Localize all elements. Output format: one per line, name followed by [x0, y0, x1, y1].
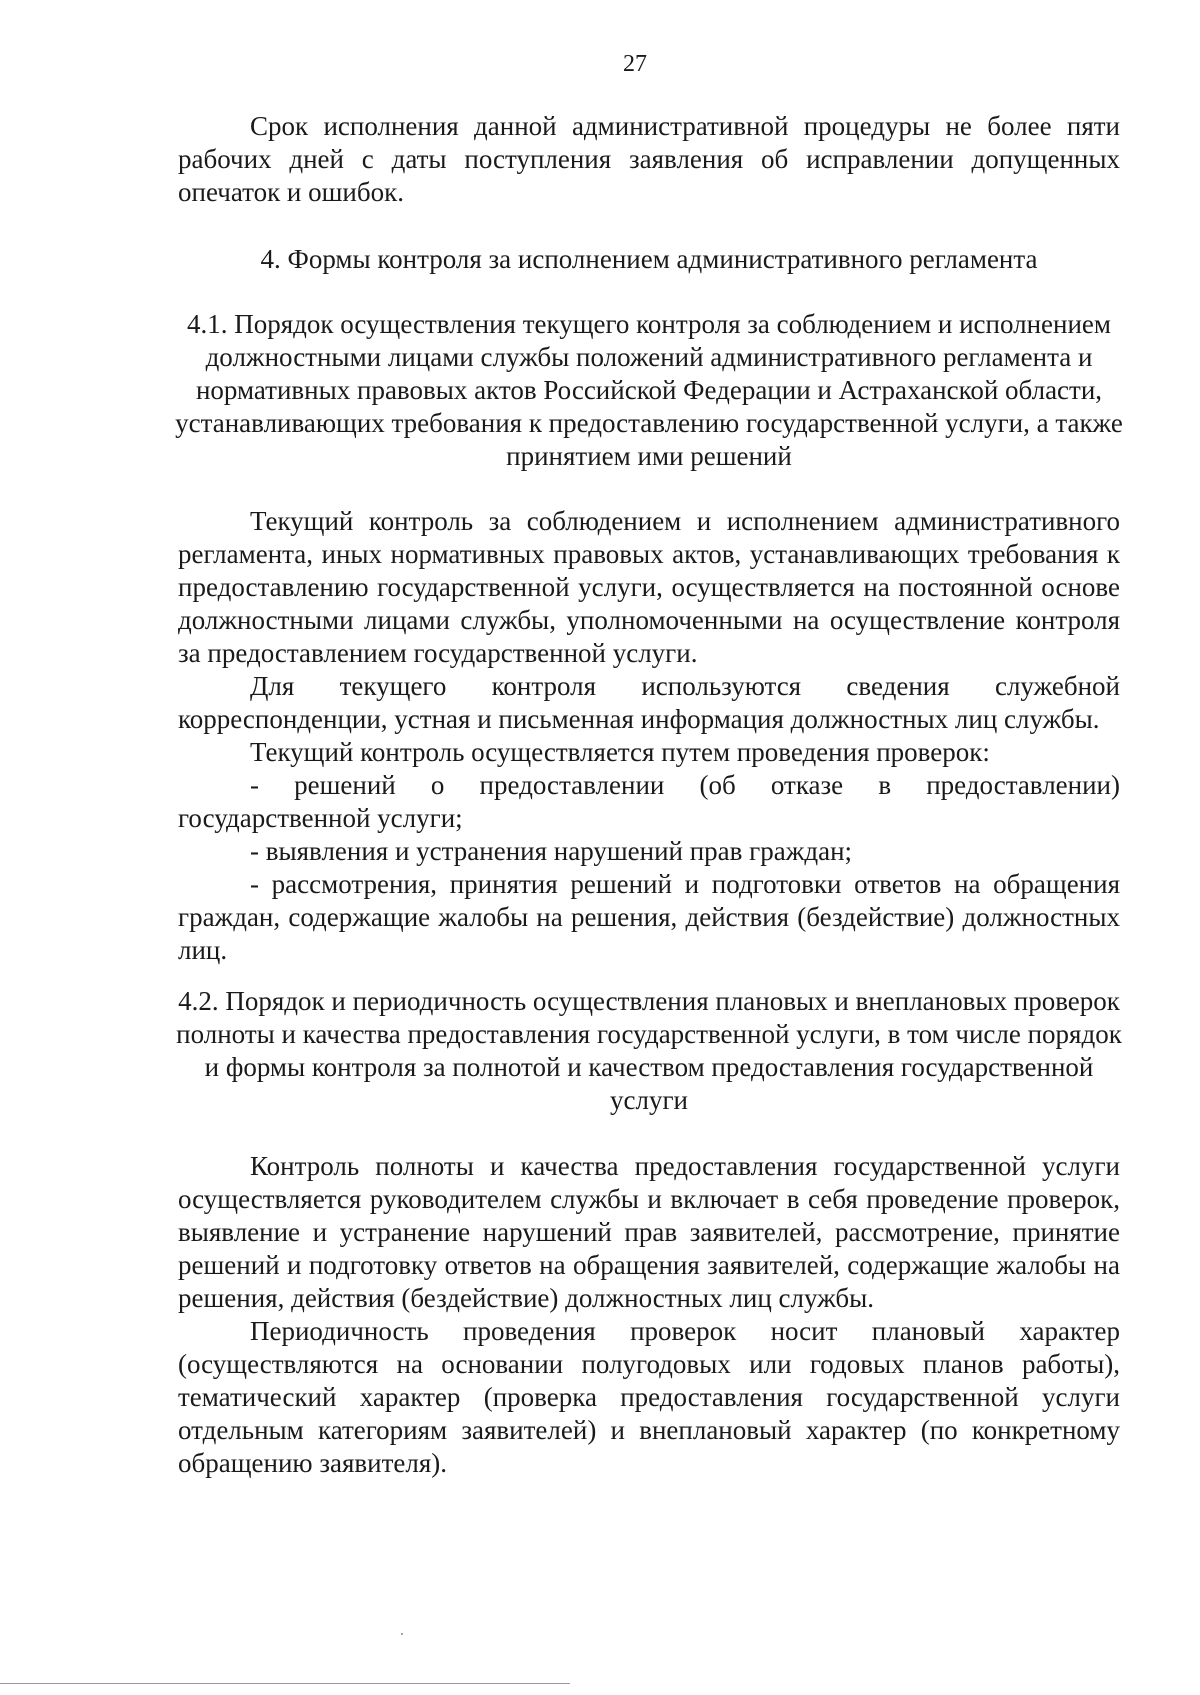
section-4-1-heading: 4.1. Порядок осуществления текущего контроля за соблюдением и исполнением должностными лицами службы положений административного регламента и нормативных правовых актов Российской Федерации и Астраханской области, устанавливающих требования к предоставлению государственной услуги, а также принятием ими решений [175, 309, 1123, 471]
section-4-2-body [178, 1150, 1120, 1480]
section-4-1-list-item: - решений о предоставлении (об отказе в предоставлении) государственной услуги; [178, 770, 1120, 833]
section-4-2-heading-block [170, 985, 1128, 1117]
section-4-title: 4. Формы контроля за исполнением административного регламента [260, 244, 1038, 274]
section-4-1-paragraph-1: Текущий контроль за соблюдением и исполнением административного регламента, иных нормативных правовых актов, устанавливающих требования к предоставлению государственной услуги, осуществляется на постоянной основе должностными лицами службы, уполномоченными на осуществление контроля за предоставлением государственной услуги. [178, 506, 1120, 668]
section-4-1-body [178, 505, 1120, 967]
section-4-1-list-item: - выявления и устранения нарушений прав граждан; [250, 836, 853, 866]
page-number: 27 [623, 51, 647, 77]
intro-block [178, 110, 1120, 209]
scan-artifact-line [0, 1683, 570, 1684]
section-4-2-paragraph-1: Контроль полноты и качества предоставления государственной услуги осуществляется руководителем службы и включает в себя проведение проверок, выявление и устранение нарушений прав заявителей, рассмотрение, принятие решений и подготовку ответов на обращения заявителей, содержащие жалобы на решения, действия (бездействие) должностных лиц службы. [178, 1151, 1120, 1313]
section-4-1-heading-block [170, 308, 1128, 473]
section-4-1-paragraph-3: Текущий контроль осуществляется путем проведения проверок: [250, 737, 990, 767]
section-4-1-paragraph-2: Для текущего контроля используются сведения служебной корреспонденции, устная и письменная информация должностных лиц службы. [178, 671, 1120, 734]
section-4-2-heading: 4.2. Порядок и периодичность осуществления плановых и внеплановых проверок полноты и качества предоставления государственной услуги, в том числе порядок и формы контроля за полнотой и качеством предоставления государственной услуги [176, 986, 1122, 1115]
section-4-block [178, 243, 1120, 276]
section-4-1-list-item: - рассмотрения, принятия решений и подготовки ответов на обращения граждан, содержащие жалобы на решения, действия (бездействие) должностных лиц. [178, 869, 1120, 965]
scan-artifact-dot [401, 1633, 403, 1635]
section-4-2-paragraph-2: Периодичность проведения проверок носит плановый характер (осуществляются на основании полугодовых или годовых планов работы), тематический характер (проверка предоставления государственной услуги отдельным категориям заявителей) и внеплановый характер (по конкретному обращению заявителя). [178, 1316, 1120, 1478]
intro-paragraph: Срок исполнения данной административной процедуры не более пяти рабочих дней с даты поступления заявления об исправлении допущенных опечаток и ошибок. [178, 111, 1120, 207]
